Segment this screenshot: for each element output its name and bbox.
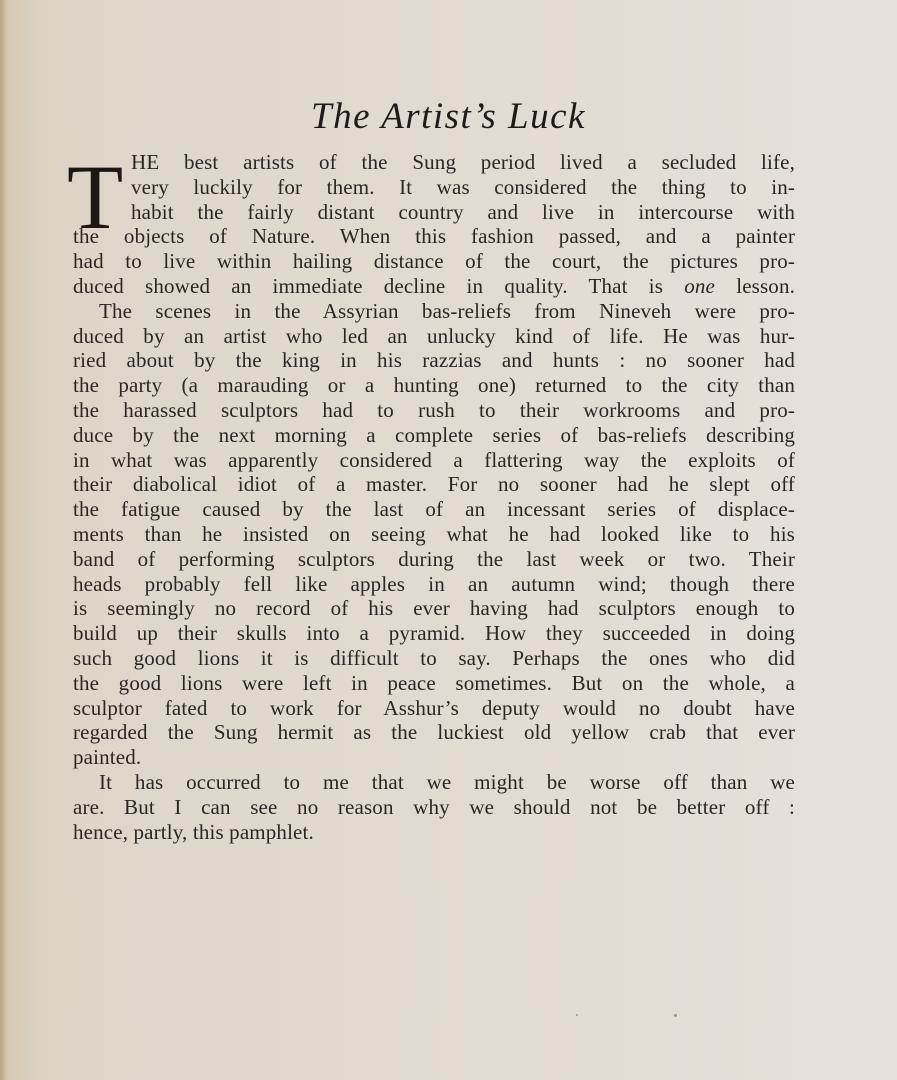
paper-speck [674, 1014, 677, 1017]
paragraph-2 [73, 299, 795, 770]
text-line: HE best artists of the Sung period lived a secluded life, [131, 150, 795, 174]
text-line: is seemingly no record of his ever having had sculptors enough to [73, 596, 795, 621]
paragraph-1 [67, 146, 796, 299]
text-line: duce by the next morning a complete series of bas-reliefs describing [73, 422, 795, 447]
text-line: regarded the Sung hermit as the luckiest old yellow crab that ever [73, 720, 795, 745]
text-line: the objects of Nature. When this fashion passed, and a painter [73, 224, 795, 249]
text-line: their diabolical idiot of a master. For no sooner had he slept off [73, 472, 795, 497]
text-line: the fatigue caused by the last of an incessant series of displace- [73, 497, 795, 522]
text-line: heads probably fell like apples in an autumn wind; though there [73, 571, 795, 596]
text-segment: lesson. [736, 273, 796, 298]
text-line: very luckily for them. It was considered the thing to in- [131, 174, 795, 199]
text-line: habit the fairly distant country and live in intercourse with [131, 199, 795, 224]
text-line: band of performing sculptors during the last week or two. Their [73, 546, 795, 571]
text-line: in what was apparently considered a flattering way the exploits of [73, 447, 795, 472]
body-text [67, 146, 796, 844]
text-line: build up their skulls into a pyramid. How they succeeded in doing [73, 621, 795, 646]
text-line: It has occurred to me that we might be worse off than we [99, 769, 795, 794]
drop-cap: T [67, 146, 124, 248]
text-line: such good lions it is difficult to say. Perhaps the ones who did [73, 645, 795, 670]
text-line: duced by an artist who led an unlucky kind of life. He was hur- [73, 323, 795, 348]
emphasized-word: one [684, 273, 716, 298]
text-line: had to live within hailing distance of the court, the pictures pro- [73, 249, 795, 274]
text-line: hence, partly, this pamphlet. [73, 819, 314, 844]
paper-speck [576, 1014, 578, 1016]
page-title: The Artist’s Luck [311, 96, 586, 137]
text-line: painted. [73, 745, 142, 770]
text-line: The scenes in the Assyrian bas-reliefs from Nineveh were pro- [99, 298, 795, 323]
paragraph-3 [73, 770, 795, 844]
text-line: the party (a marauding or a hunting one) returned to the city than [73, 373, 795, 398]
text-line: ments than he insisted on seeing what he had looked like to his [73, 521, 795, 546]
text-segment: duced showed an immediate decline in quality. That is [73, 273, 664, 298]
text-line: are. But I can see no reason why we should not be better off : [73, 794, 795, 819]
text-line: the good lions were left in peace sometimes. But on the whole, a [73, 670, 795, 695]
text-line: sculptor fated to work for Asshur’s deputy would no doubt have [73, 695, 795, 720]
text-line: ried about by the king in his razzias and hunts : no sooner had [73, 348, 795, 373]
text-line: the harassed sculptors had to rush to their workrooms and pro- [73, 397, 795, 422]
text-line [73, 274, 795, 299]
